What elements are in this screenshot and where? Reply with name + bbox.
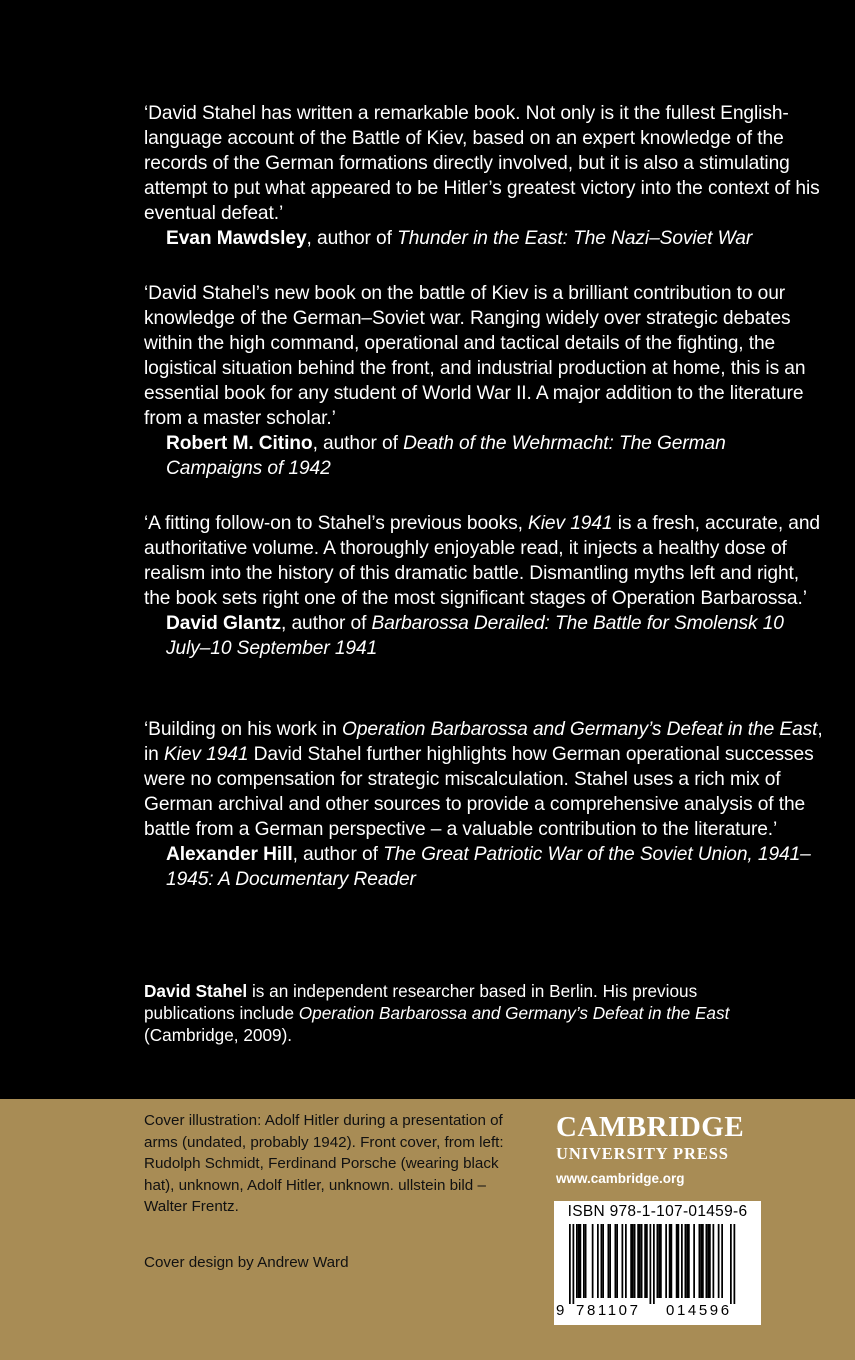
barcode-bar (646, 1224, 648, 1298)
illustration-credit-text: Cover illustration: Adolf Hitler during a presentation of arms (undated, probably 1942). Front cover, from left: Rudolph Schmidt, Ferdinand Porsche (wearing black hat), unknown, Adolf Hitler, unknown. ullstein bild – Walter Frentz. (144, 1112, 504, 1215)
bio-author-name: David Stahel (144, 981, 248, 1001)
review-quote: ‘David Stahel’s new book on the battle of Kiev is a brilliant contribution to our knowledge of the German–Soviet war. Ranging widely over strategic debates within the high command, operational and tactical details of the fighting, the logistical situation behind the front, and industrial production at home, this is an essential book for any student of World War II. A major addition to the literature from a master scholar.’ (144, 283, 806, 429)
barcode-bar (608, 1224, 610, 1298)
review-attribution (144, 226, 824, 251)
barcode-bar (678, 1224, 680, 1298)
reviewer-name: Alexander Hill (166, 844, 293, 865)
review-quote: ‘David Stahel has written a remarkable book. Not only is it the fullest English-language account of the Battle of Kiev, based on an expert knowledge of the records of the German formations directly involved, but it is also a stimulating attempt to put what appeared to be Hitler’s greatest victory into the context of his eventual defeat.’ (144, 103, 820, 224)
review-quote (144, 511, 824, 611)
author-bio (144, 980, 784, 1046)
barcode-bar (639, 1224, 641, 1298)
review-attribution (144, 842, 824, 892)
barcode-bar (686, 1224, 688, 1298)
barcode-bar (578, 1224, 580, 1298)
bio-text: is an independent researcher based in Berlin. His previous publications include (144, 981, 698, 1023)
barcode-bar (709, 1224, 711, 1298)
quote-text: is a fresh, accurate, and authoritative volume. A thoroughly enjoyable read, it injects a healthy dose of realism into the history of this dramatic battle. Dismantling myths left and right, the book sets right one of the most significant stages of Operation Barbarossa.’ (144, 513, 821, 609)
barcode-bar (707, 1224, 709, 1298)
barcode-bar (580, 1224, 582, 1298)
publisher-name: CAMBRIDGE (556, 1111, 745, 1143)
barcode-guard-bar (730, 1224, 732, 1304)
barcode-digits (554, 1300, 761, 1324)
reviewer-work: The Great Patriotic War of the Soviet Union, 1941–1945: A Documentary Reader (166, 844, 811, 890)
isbn-barcode (554, 1201, 761, 1325)
barcode-bar (634, 1224, 636, 1298)
barcode-guard-bar (573, 1224, 575, 1304)
barcode-bar (685, 1224, 687, 1298)
barcode-bar (713, 1224, 715, 1298)
attribution-connector: , author of (312, 433, 404, 454)
barcode-bar (632, 1224, 634, 1298)
barcode-bar (630, 1224, 632, 1298)
quote-text: ‘Building on his work in (144, 719, 343, 740)
quote-book-title: Operation Barbarossa and Germany’s Defeat in the East (342, 719, 818, 740)
barcode-bar (718, 1224, 720, 1298)
barcode-bar (601, 1224, 603, 1298)
review-quote (144, 717, 824, 842)
barcode-bar (641, 1224, 643, 1298)
barcode-first-digit: 9 (556, 1302, 565, 1319)
barcode-bar (671, 1224, 673, 1298)
publisher-subname: UNIVERSITY PRESS (556, 1144, 729, 1163)
review-attribution (144, 431, 824, 481)
barcode-bar (602, 1224, 604, 1298)
barcode-bar (706, 1224, 708, 1298)
quote-book-title: Kiev 1941 (163, 744, 249, 765)
quote-text: David Stahel further highlights how German operational successes were no compensation for strategic miscalculation. Stahel uses a rich mix of German archival and other sources to provide a comprehensive analysis of the battle from a German perspective – a valuable contribution to the literature.’ (144, 744, 814, 840)
reviewer-work: Thunder in the East: The Nazi–Soviet War (397, 228, 753, 249)
bio-book-title: Operation Barbarossa and Germany’s Defeat in the East (298, 1003, 730, 1023)
barcode-bar (583, 1224, 585, 1298)
barcode-guard-bar (734, 1224, 736, 1304)
attribution-connector: , author of (292, 844, 384, 865)
review-4 (144, 717, 824, 892)
reviewer-work: Death of the Wehrmacht: The German Campaigns of 1942 (166, 433, 726, 479)
barcode-bar (597, 1224, 599, 1298)
barcode-right-digits: 014596 (666, 1302, 732, 1319)
barcode-guard-bar (569, 1224, 571, 1304)
barcode-bar (637, 1224, 639, 1298)
publisher-url: www.cambridge.org (556, 1171, 685, 1186)
barcode-bar (721, 1224, 723, 1298)
barcode-bar (693, 1224, 695, 1298)
barcode-bar (616, 1224, 618, 1298)
quote-text: , in (144, 719, 823, 765)
barcode-guard-bar (650, 1224, 652, 1304)
barcode-bar (676, 1224, 678, 1298)
barcode-bar (622, 1224, 624, 1298)
reviewer-name: Robert M. Citino (166, 433, 313, 454)
barcode-bar (660, 1224, 662, 1298)
quote-text: ‘A fitting follow-on to Stahel’s previous books, (144, 513, 529, 534)
barcode-bar (585, 1224, 587, 1298)
barcode-bar (625, 1224, 627, 1298)
reviewer-work: Barbarossa Derailed: The Battle for Smolensk 10 July–10 September 1941 (166, 613, 784, 659)
reviewer-name: David Glantz (166, 613, 282, 634)
review-2 (144, 281, 824, 481)
barcode-bar (644, 1224, 646, 1298)
review-attribution (144, 611, 824, 661)
review-1 (144, 101, 824, 251)
barcode-bar (592, 1224, 594, 1298)
attribution-connector: , author of (281, 613, 372, 634)
review-3 (144, 511, 824, 661)
barcode-bar (699, 1224, 701, 1298)
barcode-bars (554, 1224, 761, 1304)
barcode-bar (681, 1224, 683, 1298)
barcode-bar (576, 1224, 578, 1298)
barcode-bar (688, 1224, 690, 1298)
barcode-bar (657, 1224, 659, 1298)
barcode-left-digits: 781107 (576, 1302, 641, 1319)
barcode-bar (700, 1224, 702, 1298)
publisher-logo (556, 1110, 786, 1188)
barcode-bar (658, 1224, 660, 1298)
barcode-guard-bar (653, 1224, 655, 1304)
barcode-bar (615, 1224, 617, 1298)
barcode-bar (702, 1224, 704, 1298)
barcode-bar (609, 1224, 611, 1298)
barcode-bar (669, 1224, 671, 1298)
reviewer-name: Evan Mawdsley (166, 228, 307, 249)
cover-illustration-credits (144, 1110, 514, 1218)
barcode-bar (665, 1224, 667, 1298)
bio-text: (Cambridge, 2009). (144, 1025, 293, 1045)
cover-design-credit: Cover design by Andrew Ward (144, 1254, 349, 1271)
isbn-label: ISBN 978-1-107-01459-6 (567, 1203, 748, 1220)
attribution-connector: , author of (306, 228, 398, 249)
quote-book-title: Kiev 1941 (528, 513, 613, 534)
